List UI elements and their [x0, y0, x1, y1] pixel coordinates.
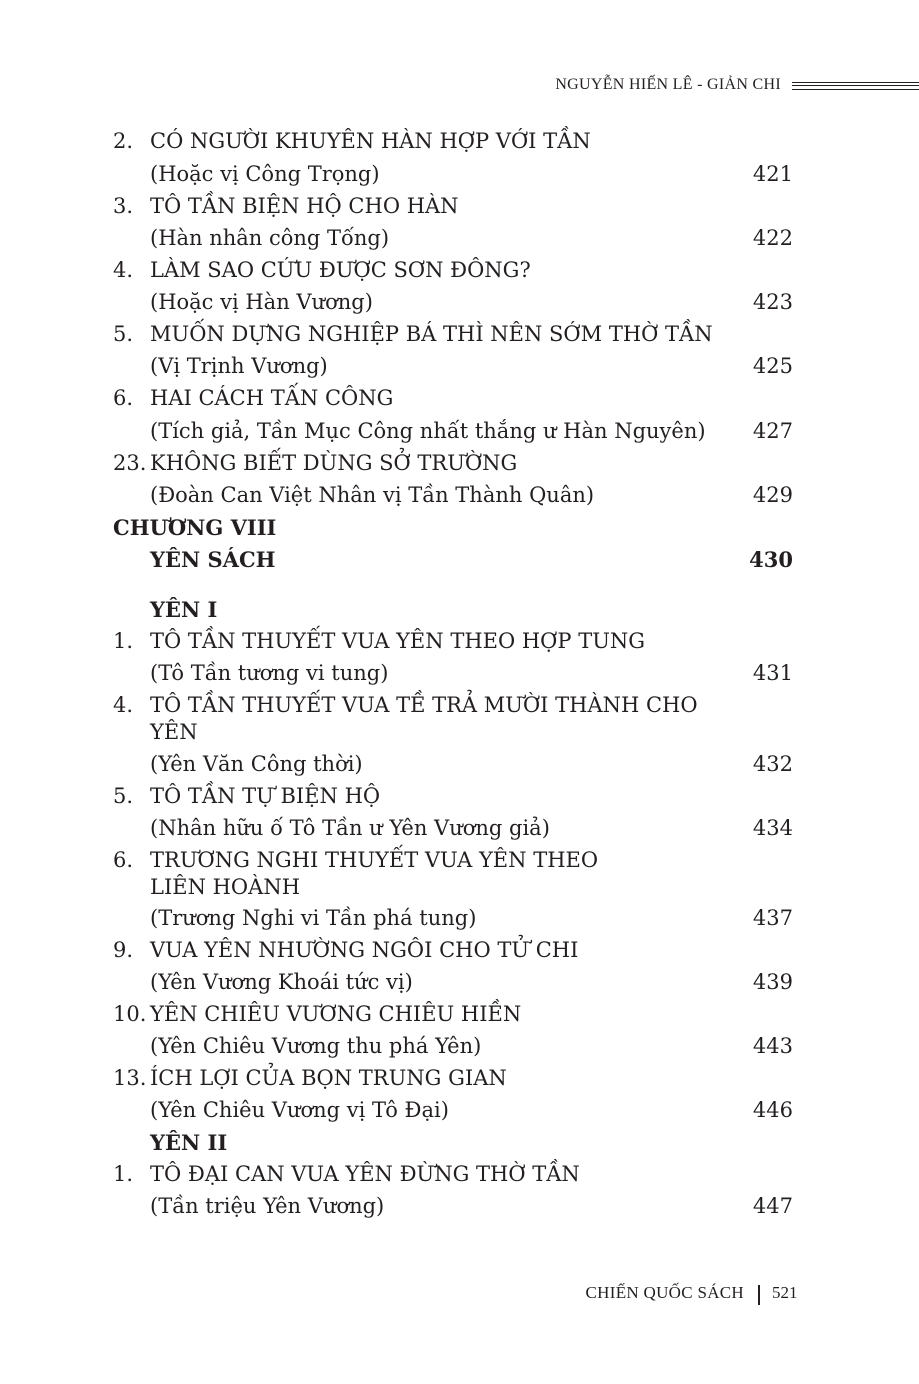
page-number: 521: [772, 1283, 798, 1302]
entry-subtitle: (Nhân hữu ố Tô Tần ư Yên Vương giả): [150, 816, 550, 840]
entry-page: 423: [752, 290, 793, 314]
entry-page: 425: [752, 354, 793, 378]
entry-number: 23.: [113, 451, 147, 475]
entry-title: TÔ TẦN TỰ BIỆN HỘ: [150, 784, 381, 808]
running-footer: [0, 1283, 919, 1307]
entry-number: 10.: [113, 1002, 147, 1026]
entry-page: 443: [752, 1034, 793, 1058]
entry-subtitle: (Yên Chiêu Vương vị Tô Đại): [150, 1098, 449, 1122]
entry-subtitle: (Hoặc vị Công Trọng): [150, 162, 380, 186]
entry-number: 1.: [113, 629, 134, 653]
entry-title: CÓ NGƯỜI KHUYÊN HÀN HỢP VỚI TẦN: [150, 129, 591, 153]
entry-subtitle: (Đoàn Can Việt Nhân vị Tần Thành Quân): [150, 483, 595, 507]
entry-subtitle: (Hoặc vị Hàn Vương): [150, 290, 373, 314]
entry-number: 2.: [113, 129, 134, 153]
section-label: YÊN I: [150, 597, 218, 622]
entry-title: YÊN CHIÊU VƯƠNG CHIÊU HIỀN: [150, 1002, 522, 1026]
entry-number: 6.: [113, 848, 134, 872]
entry-page: 447: [752, 1194, 793, 1218]
entry-page: 434: [752, 816, 793, 840]
entry-title: MUỐN DỰNG NGHIỆP BÁ THÌ NÊN SỚM THỜ TẦN: [150, 322, 713, 346]
entry-subtitle: (Tần triệu Yên Vương): [150, 1194, 385, 1218]
entry-subtitle: (Yên Văn Công thời): [150, 752, 363, 776]
entry-title: TÔ TẦN BIỆN HỘ CHO HÀN: [150, 194, 459, 218]
chapter-title: YÊN SÁCH: [150, 547, 276, 572]
entry-page: 427: [752, 419, 793, 443]
entry-title: TÔ ĐẠI CAN VUA YÊN ĐỪNG THỜ TẦN: [150, 1162, 580, 1186]
chapter-page: 430: [749, 547, 793, 572]
entry-page: 431: [752, 661, 793, 685]
entry-page: 432: [752, 752, 793, 776]
entry-title: ÍCH LỢI CỦA BỌN TRUNG GIAN: [150, 1066, 507, 1090]
entry-number: 5.: [113, 784, 134, 808]
entry-page: 446: [752, 1098, 793, 1122]
entry-subtitle: (Tô Tần tương vi tung): [150, 661, 389, 685]
entry-number: 3.: [113, 194, 134, 218]
entry-page: 429: [752, 483, 793, 507]
entry-title: TÔ TẦN THUYẾT VUA YÊN THEO HỢP TUNG: [150, 629, 646, 653]
entry-number: 13.: [113, 1066, 147, 1090]
entry-number: 5.: [113, 322, 134, 346]
entry-subtitle: (Trương Nghi vi Tần phá tung): [150, 906, 477, 930]
footer-divider: [758, 1285, 760, 1305]
entry-title: VUA YÊN NHƯỜNG NGÔI CHO TỬ CHI: [150, 938, 579, 962]
entry-number: 9.: [113, 938, 134, 962]
chapter-label: CHƯƠNG VIII: [113, 515, 277, 540]
header-rule: [792, 82, 919, 90]
entry-number: 4.: [113, 258, 134, 282]
entry-subtitle: (Yên Vương Khoái tức vị): [150, 970, 413, 994]
entry-title: KHÔNG BIẾT DÙNG SỞ TRƯỜNG: [150, 451, 518, 475]
entry-number: 1.: [113, 1162, 134, 1186]
running-header: [0, 76, 919, 98]
entry-number: 6.: [113, 386, 134, 410]
entry-number: 4.: [113, 693, 134, 717]
entry-subtitle: (Yên Chiêu Vương thu phá Yên): [150, 1034, 482, 1058]
footer-title: CHIẾN QUỐC SÁCH: [585, 1283, 744, 1302]
entry-title: TÔ TẦN THUYẾT VUA TỀ TRẢ MƯỜI THÀNH CHO: [150, 693, 698, 717]
entry-title-continued: YÊN: [150, 720, 198, 744]
entry-title-continued: LIÊN HOÀNH: [150, 875, 301, 899]
section-label: YÊN II: [150, 1130, 228, 1155]
entry-title: HAI CÁCH TẤN CÔNG: [150, 386, 394, 410]
entry-subtitle: (Vị Trịnh Vương): [150, 354, 328, 378]
entry-page: 437: [752, 906, 793, 930]
entry-subtitle: (Tích giả, Tần Mục Công nhất thắng ư Hàn Nguyên): [150, 419, 706, 443]
entry-subtitle: (Hàn nhân công Tống): [150, 226, 390, 250]
entry-title: TRƯƠNG NGHI THUYẾT VUA YÊN THEO: [150, 848, 599, 872]
entry-page: 421: [752, 162, 793, 186]
entry-page: 422: [752, 226, 793, 250]
entry-title: LÀM SAO CỨU ĐƯỢC SƠN ĐÔNG?: [150, 258, 531, 282]
header-title: NGUYỄN HIẾN LÊ - GIẢN CHI: [555, 76, 781, 93]
entry-page: 439: [752, 970, 793, 994]
